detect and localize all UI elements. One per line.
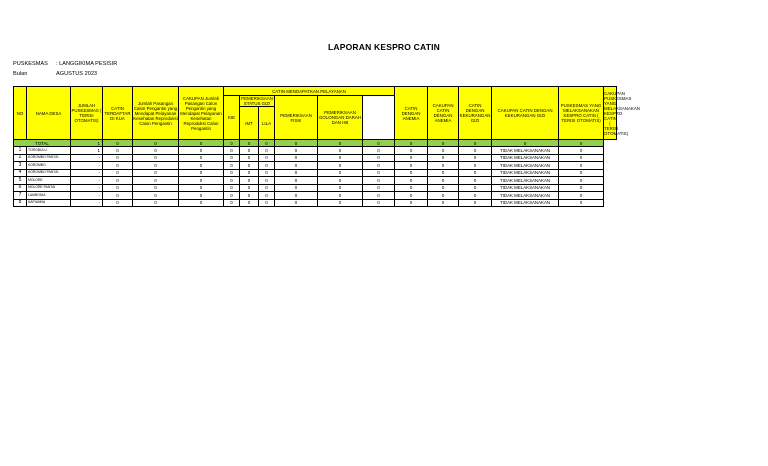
row-value-cell: 0 [459,154,492,162]
row-value-cell: 0 [459,192,492,200]
total-cell: 0 [559,140,604,147]
row-value-cell: 0 [133,169,179,177]
row-value-cell: 0 [363,154,395,162]
row-value-cell: 0 [318,147,363,155]
row-value-cell: 0 [363,169,395,177]
header-no: NO [14,87,27,140]
row-status-cell: TIDAK MELAKSANAKAN [492,162,559,170]
row-no-cell: 3 [14,162,27,170]
total-cell: 0 [240,140,259,147]
row-cakupan-cell: 0 [559,162,604,170]
row-value-cell: 0 [259,177,275,185]
total-cell: 0 [395,140,428,147]
row-value-cell: 0 [259,162,275,170]
row-status-cell: TIDAK MELAKSANAKAN [492,199,559,207]
row-value-cell: 0 [133,177,179,185]
row-value-cell: 0 [259,184,275,192]
total-cell: 0 [179,140,224,147]
row-value-cell: 0 [275,147,318,155]
total-cell: 0 [363,140,395,147]
row-status-cell: TIDAK MELAKSANAKAN [492,169,559,177]
row-value-cell: 0 [428,184,459,192]
row-value-cell: 0 [179,147,224,155]
row-value-cell: 0 [103,177,133,185]
row-desa-cell: KOROMBO PANTAI [27,169,71,177]
row-value-cell: 0 [179,177,224,185]
row-value-cell: 0 [363,162,395,170]
row-value-cell: 0 [318,177,363,185]
row-jumlah-cell: - [71,162,103,170]
header-pemeriksaan-fisik: PEMERIKSAAN FISIK [275,96,318,140]
row-value-cell: 0 [259,169,275,177]
row-value-cell: 0 [259,192,275,200]
row-cakupan-cell: 0 [559,147,604,155]
row-cakupan-cell: 0 [559,199,604,207]
table-row [14,154,617,162]
table-row [14,192,617,200]
row-value-cell: 0 [428,169,459,177]
row-value-cell: 0 [275,169,318,177]
row-value-cell: 0 [224,162,240,170]
row-value-cell: 0 [318,192,363,200]
row-value-cell: 0 [179,192,224,200]
row-value-cell: 0 [103,199,133,207]
header-catin-anemia: CATIN DENGAN ANEMIA [395,87,428,140]
total-cell: 0 [133,140,179,147]
row-value-cell: 0 [428,147,459,155]
row-value-cell: 0 [103,147,133,155]
row-value-cell: 0 [275,184,318,192]
row-value-cell: 0 [275,177,318,185]
header-imt: IMT [240,107,259,140]
row-value-cell: 0 [395,162,428,170]
total-cell: 0 [459,140,492,147]
total-cell: 0 [224,140,240,147]
row-jumlah-cell: - [71,184,103,192]
bulan-label: Bulan [13,71,28,77]
header-catin-mendapatkan: CATIN MENDAPATKAN PELAYANAN [224,87,395,96]
row-value-cell: 0 [428,192,459,200]
row-value-cell: 0 [224,192,240,200]
header-lila: LILA [259,107,275,140]
row-value-cell: 0 [363,147,395,155]
total-cell: 0 [318,140,363,147]
table-row [14,169,617,177]
row-value-cell: 0 [259,199,275,207]
table-row [14,177,617,185]
row-value-cell: 0 [240,147,259,155]
row-value-cell: 0 [179,162,224,170]
row-jumlah-cell: - [71,154,103,162]
row-value-cell: 0 [103,192,133,200]
row-value-cell: 0 [240,177,259,185]
row-value-cell: 0 [224,147,240,155]
header-kie: KIE [224,96,240,140]
row-value-cell: 0 [459,184,492,192]
row-value-cell: 0 [224,199,240,207]
row-no-cell: 2 [14,154,27,162]
row-no-cell: 5 [14,177,27,185]
row-value-cell: 0 [395,184,428,192]
row-desa-cell: KOROMBO PANTAI [27,154,71,162]
row-value-cell: 0 [133,192,179,200]
row-status-cell: TIDAK MELAKSANAKAN [492,154,559,162]
row-cakupan-cell: 0 [559,169,604,177]
row-value-cell: 0 [224,169,240,177]
row-value-cell: 0 [133,162,179,170]
header-pemeriksaan-golongan: PEMERIKSAAN GOLONGAN DARAH DAN HB [318,96,363,140]
total-cell: 1 [71,140,103,147]
row-value-cell: 0 [318,162,363,170]
row-value-cell: 0 [395,169,428,177]
header-jumlah-pasangan: Jumlah Pasangan Calon Pengantin yang Mendapat Pelayanan Kesehatan Reproduksi Calon Pengantin [133,87,179,140]
total-cell: 0 [428,140,459,147]
row-desa-cell: MOLORE [27,177,71,185]
table-row [14,184,617,192]
header-jumlah-puskesmas: JUMLAH PUSKESMAS ( TERISI OTOMATIS) [71,87,103,140]
row-value-cell: 0 [240,162,259,170]
row-value-cell: 0 [363,184,395,192]
data-rows [14,147,617,207]
puskesmas-line [13,61,117,68]
row-value-cell: 0 [395,199,428,207]
row-value-cell: 0 [318,184,363,192]
row-no-cell: 6 [14,184,27,192]
row-desa-cell: LAMBODIA [27,192,71,200]
row-value-cell: 0 [240,192,259,200]
row-value-cell: 0 [459,169,492,177]
row-status-cell: TIDAK MELAKSANAKAN [492,147,559,155]
total-cell: 0 [275,140,318,147]
row-cakupan-cell: 0 [559,184,604,192]
row-value-cell: 0 [179,154,224,162]
row-value-cell: 0 [428,177,459,185]
row-value-cell: 0 [318,169,363,177]
row-value-cell: 0 [275,192,318,200]
table-row [14,162,617,170]
row-value-cell: 0 [318,199,363,207]
row-value-cell: 0 [259,147,275,155]
row-value-cell: 0 [363,199,395,207]
row-value-cell: 0 [103,184,133,192]
row-value-cell: 0 [395,177,428,185]
total-cell: 0 [103,140,133,147]
row-value-cell: 0 [133,199,179,207]
row-value-cell: 0 [459,199,492,207]
row-cakupan-cell: 0 [559,154,604,162]
total-row [14,140,617,147]
table-row [14,147,617,155]
header-puskesmas-melaksanakan: PUSKESMAS YANG MELAKSANAKAN KESPRO CATIN ( TERISI OTOMATIS) [559,87,604,140]
row-desa-cell: KAPIANNA [27,199,71,207]
row-value-cell: 0 [318,154,363,162]
row-value-cell: 0 [363,192,395,200]
row-desa-cell: TOROBULU [27,147,71,155]
table-row [14,199,617,207]
total-label: TOTAL [14,140,71,147]
row-value-cell: 0 [240,169,259,177]
row-value-cell: 0 [459,162,492,170]
row-no-cell: 4 [14,169,27,177]
row-jumlah-cell: 1 [71,147,103,155]
header-status-gizi: PEMERIKSAAN STATUS GIZI [241,96,273,106]
row-cakupan-cell: 0 [559,192,604,200]
row-value-cell: 0 [395,192,428,200]
row-value-cell: 0 [103,169,133,177]
row-jumlah-cell: - [71,199,103,207]
row-jumlah-cell: - [71,192,103,200]
row-no-cell: 7 [14,192,27,200]
kespro-table [13,86,640,207]
row-value-cell: 0 [240,199,259,207]
header-cakupan-jumlah: CAKUPAN Jumlah Pasangan Calon Pengantin yang Mendapat Pelayanan Kesehatan Reproduksi Calon Pengantin [179,87,224,140]
row-no-cell: 1 [14,147,27,155]
row-value-cell: 0 [103,154,133,162]
row-value-cell: 0 [395,147,428,155]
total-cell: 0 [259,140,275,147]
row-value-cell: 0 [275,162,318,170]
header-nama-desa: NAMA DESA [27,87,71,140]
row-status-cell: TIDAK MELAKSANAKAN [492,192,559,200]
row-value-cell: 0 [459,147,492,155]
row-value-cell: 0 [133,147,179,155]
row-value-cell: 0 [133,184,179,192]
row-jumlah-cell: - [71,169,103,177]
total-cell: 0 [492,140,559,147]
row-status-cell: TIDAK MELAKSANAKAN [492,177,559,185]
row-value-cell: 0 [179,184,224,192]
row-value-cell: 0 [224,184,240,192]
row-value-cell: 0 [363,177,395,185]
puskesmas-value: : LANGGIKIMA PESISIR [56,61,118,67]
row-value-cell: 0 [224,177,240,185]
report-title: LAPORAN KESPRO CATIN [328,42,440,52]
header-cakupan-anemia: CAKUPAN CATIN DENGAN ANEMIA [428,87,459,140]
row-value-cell: 0 [179,199,224,207]
row-desa-cell: KOROMBO [27,162,71,170]
row-value-cell: 0 [259,154,275,162]
row-value-cell: 0 [275,199,318,207]
row-value-cell: 0 [428,162,459,170]
row-value-cell: 0 [240,184,259,192]
row-value-cell: 0 [179,169,224,177]
row-value-cell: 0 [275,154,318,162]
bulan-value: AGUSTUS 2023 [56,71,98,77]
header-catin-terdaftar: CATIN TERDAFTAR DI KUA [103,87,133,140]
row-status-cell: TIDAK MELAKSANAKAN [492,184,559,192]
row-desa-cell: MOLORE PANTAI [27,184,71,192]
bulan-line [13,71,97,78]
row-no-cell: 8 [14,199,27,207]
row-value-cell: 0 [428,199,459,207]
header-catin-kurang-gizi: CATIN DENGAN KEKURANGAN GIZI [459,87,492,140]
row-value-cell: 0 [395,154,428,162]
row-value-cell: 0 [428,154,459,162]
header-cakupan-puskesmas: CAKUPAN PUSKESMAS YANG MELAKSANAKAN KESPRO CATIN ( TERISI OTOMATIS) [604,87,617,140]
row-cakupan-cell: 0 [559,177,604,185]
row-value-cell: 0 [103,162,133,170]
header-cakupan-kurang-gizi: CAKUPAN CATIN DENGAN KEKURANGAN GIZI [492,87,559,140]
puskesmas-label: PUSKESMAS [13,61,48,67]
row-value-cell: 0 [224,154,240,162]
row-value-cell: 0 [133,154,179,162]
row-value-cell: 0 [240,154,259,162]
row-jumlah-cell: - [71,177,103,185]
row-value-cell: 0 [459,177,492,185]
